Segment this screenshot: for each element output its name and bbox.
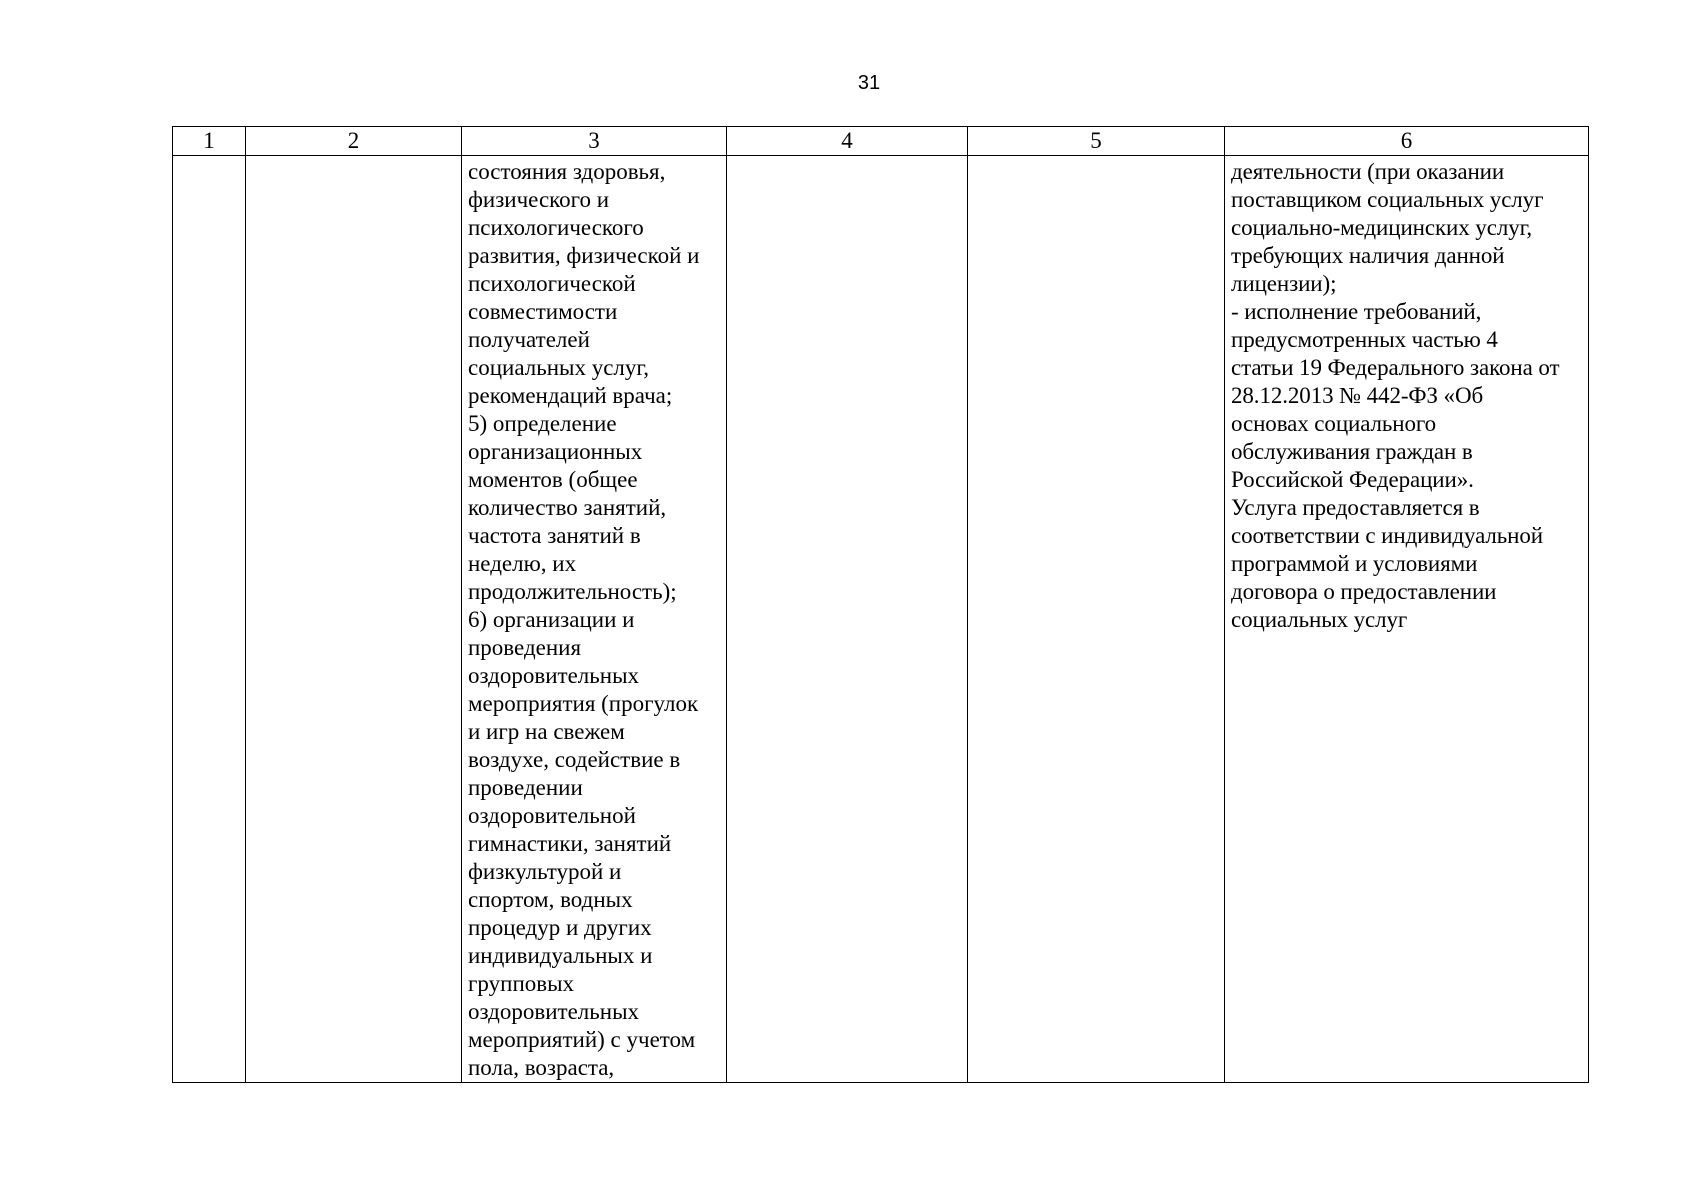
cell-col-5 <box>968 156 1225 1083</box>
cell-col-2 <box>246 156 462 1083</box>
column-header-3: 3 <box>462 127 727 156</box>
cell-col-1 <box>173 156 246 1083</box>
document-table <box>172 126 1589 1083</box>
column-header-1: 1 <box>173 127 246 156</box>
cell-col-6: деятельности (при оказании поставщиком социальных услуг социально-медицинских услуг, требующих наличия данной лицензии); - исполнение требований, предусмотренных частью 4 статьи 19 Федерального закона от 28.12.2013 № 442-ФЗ «Об основах социального обслуживания граждан в Российской Федерации». Услуга предоставляется в соответствии с индивидуальной программой и условиями договора о предоставлении социальных услуг <box>1225 156 1589 1083</box>
column-header-4: 4 <box>727 127 968 156</box>
column-header-6: 6 <box>1225 127 1589 156</box>
column-header-5: 5 <box>968 127 1225 156</box>
column-header-2: 2 <box>246 127 462 156</box>
table-header-row <box>173 127 1589 156</box>
cell-col-4 <box>727 156 968 1083</box>
cell-col-3: состояния здоровья, физического и психологического развития, физической и психологической совместимости получателей социальных услуг, рекомендаций врача; 5) определение организационных моментов (общее количество занятий, частота занятий в неделю, их продолжительность); 6) организации и проведения оздоровительных мероприятия (прогулок и игр на свежем воздухе, содействие в проведении оздоровительной гимнастики, занятий физкультурой и спортом, водных процедур и других индивидуальных и групповых оздоровительных мероприятий) с учетом пола, возраста, <box>462 156 727 1083</box>
table-row <box>173 156 1589 1083</box>
page-number: 31 <box>857 72 881 94</box>
